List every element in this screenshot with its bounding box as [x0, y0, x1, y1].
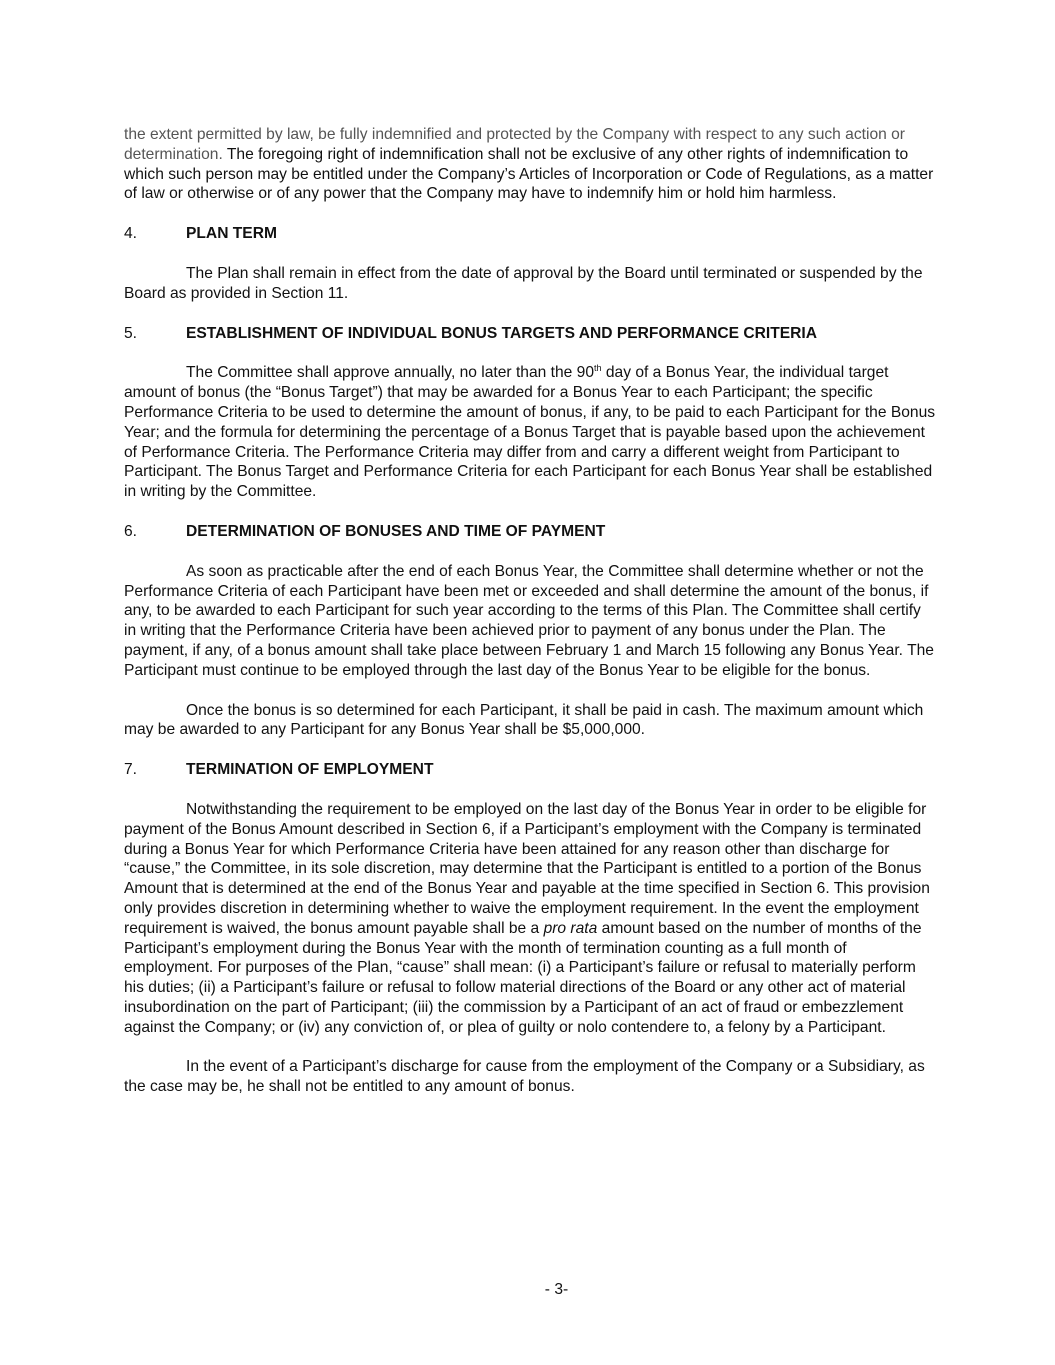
- section-title: TERMINATION OF EMPLOYMENT: [186, 761, 434, 779]
- page-number: - 3-: [544, 1281, 569, 1298]
- intro-text: The foregoing right of indemnification shall not be exclusive of any other rights of indemnification to which such person may be entitled under the Company’s Articles of Incorporation or Code of Regulations, as a matter of law or otherwise or of any power that the Company may have to indemnify him or hold him harmless.: [124, 145, 934, 203]
- section-number: 5.: [124, 324, 138, 342]
- section-4-heading: [124, 224, 936, 244]
- italic-text: pro rata: [543, 919, 598, 937]
- ordinal-superscript: th: [594, 363, 602, 374]
- section-title: ESTABLISHMENT OF INDIVIDUAL BONUS TARGETS AND PERFORMANCE CRITERIA: [186, 324, 817, 342]
- section-number: 7.: [124, 761, 138, 779]
- section-5-heading: [124, 324, 936, 344]
- section-7-paragraph-1: [124, 800, 936, 1038]
- section-title: DETERMINATION OF BONUSES AND TIME OF PAYMENT: [186, 522, 606, 540]
- section-4-paragraph: The Plan shall remain in effect from the date of approval by the Board until terminated or suspended by the Board as provided in Section 11.: [124, 264, 923, 302]
- section-7-paragraph-2: In the event of a Participant’s discharge for cause from the employment of the Company or a Subsidiary, as the case may be, he shall not be entitled to any amount of bonus.: [124, 1058, 925, 1096]
- intro-paragraph: [124, 125, 936, 204]
- section-6-paragraph-1: As soon as practicable after the end of each Bonus Year, the Committee shall determine whether or not the Performance Criteria of each Participant have been met or exceeded and shall determine the amount of the bonus, if any, to be awarded to each Participant for such year according to the terms of this Plan. The Committee shall certify in writing that the Performance Criteria have been achieved prior to payment of any bonus under the Plan. The payment, if any, of a bonus amount shall take place between February 1 and March 15 following any Bonus Year. The Participant must continue to be employed through the last day of the Bonus Year to be eligible for the bonus.: [124, 562, 934, 679]
- section-title: PLAN TERM: [186, 225, 277, 243]
- paragraph-text: amount based on the number of months of the Participant’s employment during the Bonus Year with the month of termination counting as a full month of employment. For purposes of the Plan, “cause” shall mean: (i) a Participant’s failure or refusal to materially perform his duties; (ii) a Participant’s failure or refusal to follow material directions of the Board or any other act of material insubordination on the part of Participant; (iii) the commission by a Participant of an act of fraud or embezzlement against the Company; or (iv) any conviction of, or plea of guilty or nolo contendere to, a felony by a Participant.: [124, 919, 922, 1036]
- section-number: 6.: [124, 522, 138, 540]
- paragraph-text: Notwithstanding the requirement to be employed on the last day of the Bonus Year in order to be eligible for payment of the Bonus Amount described in Section 6, if a Participant’s employment with the Company is terminated during a Bonus Year for which Performance Criteria have been attained for any reason other than discharge for “cause,” the Committee, in its sole discretion, may determine that the Participant is entitled to a portion of the Bonus Amount that is determined at the end of the Bonus Year and payable at the time specified in Section 6. This provision only provides discretion in determining whether to waive the employment requirement. In the event the employment requirement is waived, the bonus amount payable shall be a: [124, 800, 930, 937]
- section-5-paragraph: [124, 363, 936, 502]
- paragraph-text: The Committee shall approve annually, no later than the 90: [186, 364, 594, 382]
- section-6-paragraph-2: Once the bonus is so determined for each Participant, it shall be paid in cash. The maximum amount which may be awarded to any Participant for any Bonus Year shall be $5,000,000.: [124, 701, 924, 739]
- section-number: 4.: [124, 225, 138, 243]
- document-page: [124, 125, 936, 1117]
- section-7-heading: [124, 760, 936, 780]
- intro-grey-text: the extent permitted by law, be fully indemnified and protected by the Company with respect to any such action or determination.: [124, 126, 905, 163]
- section-6-heading: [124, 522, 936, 542]
- paragraph-text: day of a Bonus Year, the individual target amount of bonus (the “Bonus Target”) that may be awarded for a Bonus Year to each Participant; the specific Performance Criteria to be used to determine the amount of bonus, if any, to be paid to each Participant for the Bonus Year; and the formula for determining the percentage of a Bonus Target that is payable based upon the achievement of Performance Criteria. The Performance Criteria may differ from and carry a different weight from Participant to Participant. The Bonus Target and Performance Criteria for each Participant for each Bonus Year shall be established in writing by the Committee.: [124, 364, 936, 501]
